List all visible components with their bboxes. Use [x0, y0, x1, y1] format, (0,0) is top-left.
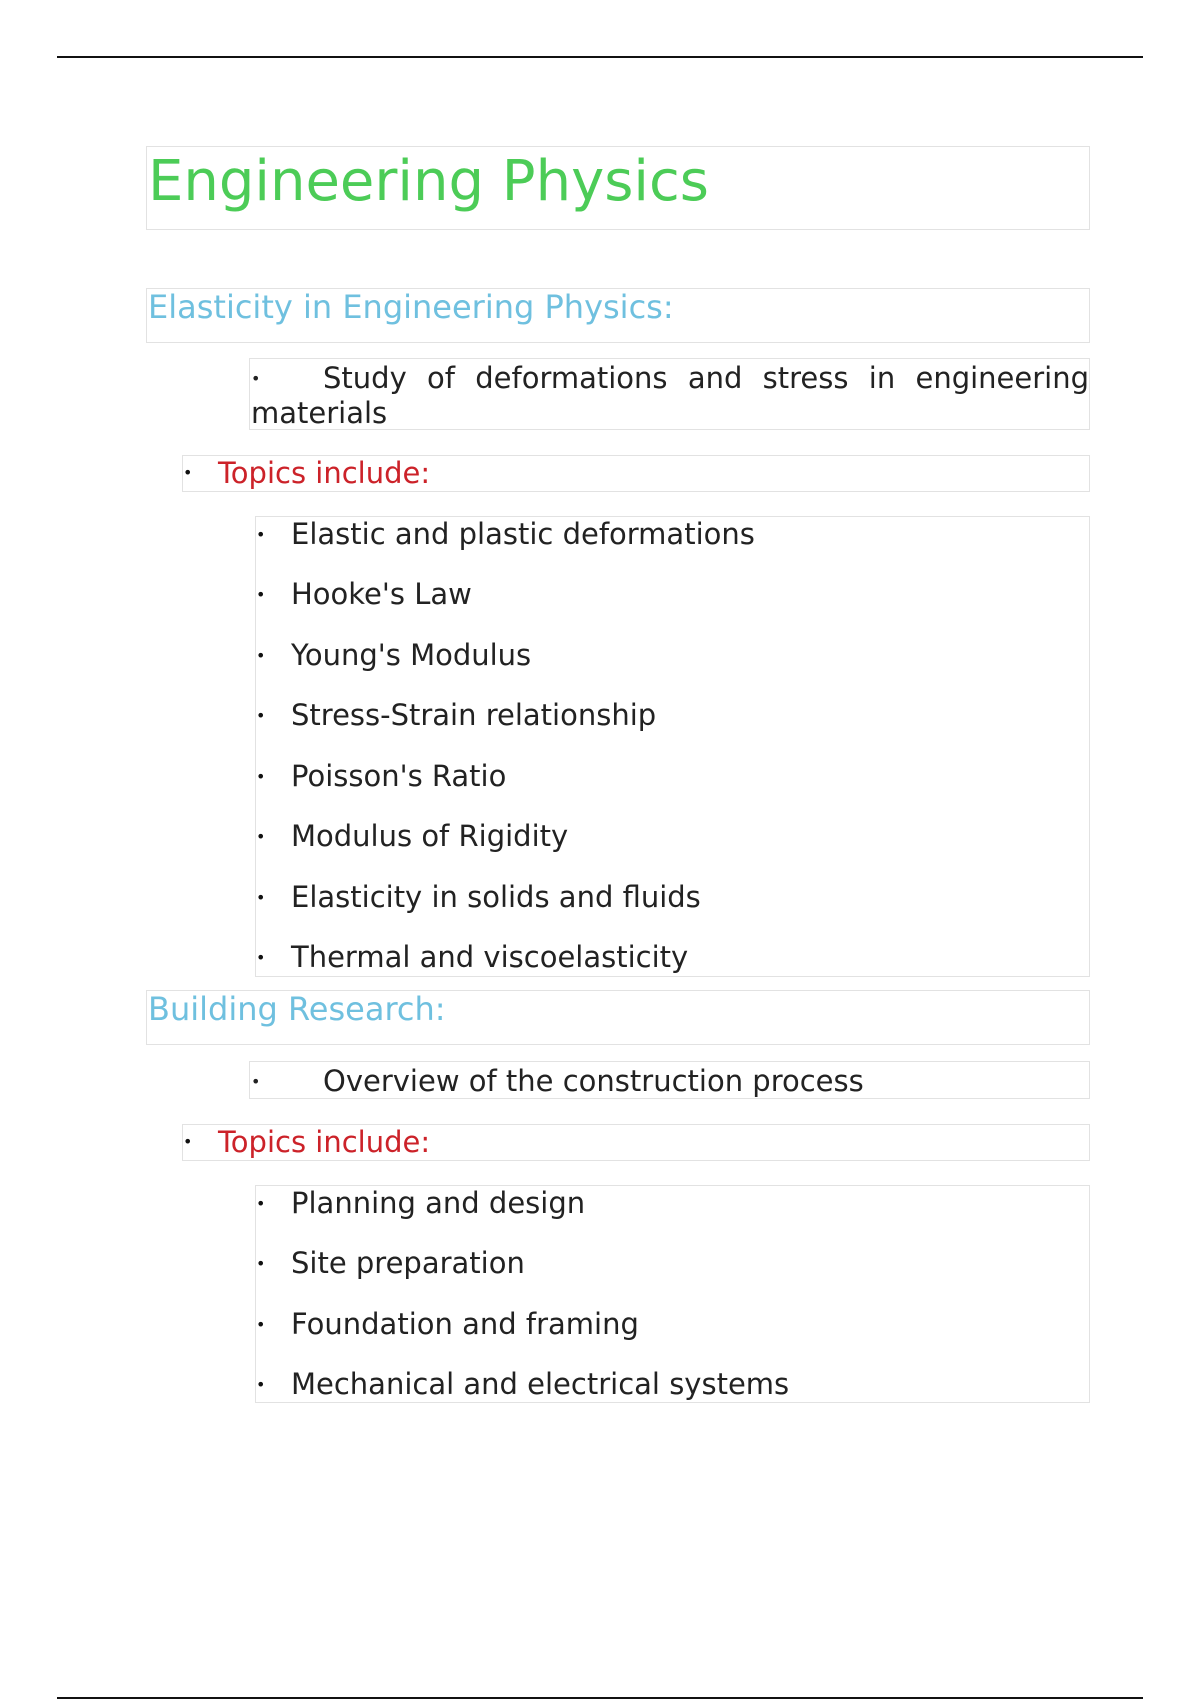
list-item [256, 940, 1086, 980]
list-item-text: Hooke's Law [291, 577, 472, 611]
section-description-box-building-research [249, 1061, 1090, 1099]
list-item [256, 1307, 1086, 1347]
list-item [256, 880, 1086, 920]
bullet-icon: • [256, 948, 266, 967]
list-item [256, 638, 1086, 678]
bullet-icon: • [256, 1315, 266, 1334]
topics-list-building-research [255, 1185, 1090, 1403]
list-item-text: Poisson's Ratio [291, 759, 507, 793]
bullet-icon: • [256, 827, 266, 846]
section-heading-building-research: Building Research: [148, 990, 446, 1028]
section-heading-box-building-research [146, 990, 1090, 1045]
bullet-icon: • [183, 1132, 193, 1151]
section-description-elasticity [251, 361, 1089, 431]
list-item-text: Young's Modulus [291, 638, 532, 672]
bullet-icon: • [251, 369, 261, 388]
section-description-box-elasticity [249, 358, 1090, 430]
section-description-text: Study of deformations and stress in engineering materials [251, 361, 1089, 430]
bullet-icon: • [251, 1072, 261, 1091]
top-rule [57, 56, 1143, 58]
list-item-text: Site preparation [291, 1246, 525, 1280]
topics-label: Topics include: [218, 456, 431, 490]
section-heading-box-elasticity [146, 288, 1090, 343]
bullet-icon: • [183, 463, 193, 482]
list-item-text: Stress-Strain relationship [291, 698, 657, 732]
list-item [256, 1367, 1086, 1407]
bullet-icon: • [256, 767, 266, 786]
list-item [256, 1246, 1086, 1286]
list-item-text: Mechanical and electrical systems [291, 1367, 790, 1401]
list-item-text: Elastic and plastic deformations [291, 517, 755, 551]
list-item-text: Elasticity in solids and fluids [291, 880, 701, 914]
topics-label-box-building-research [182, 1124, 1090, 1161]
bullet-icon: • [256, 1254, 266, 1273]
list-item [256, 577, 1086, 617]
list-item [256, 1186, 1086, 1226]
bullet-icon: • [256, 525, 266, 544]
title-block [146, 146, 1090, 230]
list-item [256, 517, 1086, 557]
bullet-icon: • [256, 706, 266, 725]
topics-label: Topics include: [218, 1125, 431, 1159]
list-item-text: Planning and design [291, 1186, 586, 1220]
bullet-icon: • [256, 585, 266, 604]
list-item-text: Modulus of Rigidity [291, 819, 569, 853]
bullet-icon: • [256, 1194, 266, 1213]
section-description-building-research [251, 1064, 1089, 1099]
section-heading-elasticity: Elasticity in Engineering Physics: [148, 288, 674, 326]
list-item [256, 819, 1086, 859]
topics-list-elasticity [255, 516, 1090, 977]
bullet-icon: • [256, 646, 266, 665]
list-item-text: Foundation and framing [291, 1307, 639, 1341]
list-item [256, 698, 1086, 738]
bottom-rule [57, 1697, 1143, 1699]
list-item-text: Thermal and viscoelasticity [291, 940, 689, 974]
topics-label-box-elasticity [182, 455, 1090, 492]
document-title: Engineering Physics [148, 149, 709, 214]
bullet-icon: • [256, 1375, 266, 1394]
bullet-icon: • [256, 888, 266, 907]
list-item [256, 759, 1086, 799]
section-description-text: Overview of the construction process [323, 1064, 864, 1098]
